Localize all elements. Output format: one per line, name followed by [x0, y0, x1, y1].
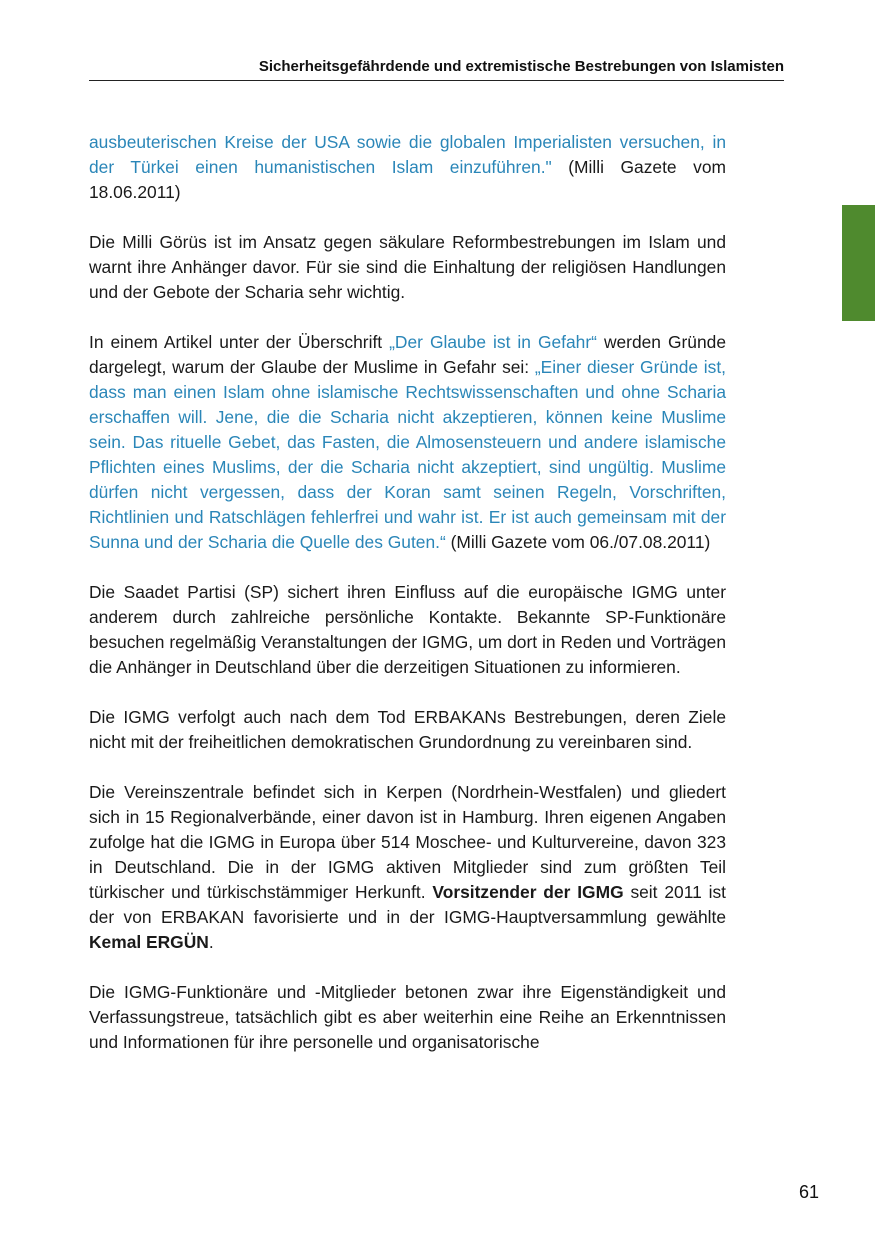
source-citation: (Milli Gazete vom 18.06.2011)	[89, 157, 726, 202]
headline-quote: „Der Glaube ist in Gefahr“	[389, 332, 597, 352]
paragraph-text: Die Vereinszentrale befindet sich in Kerpen (Nordrhein-Westfalen) und gliedert sich in 15 Regionalverbände, einer davon ist in Hamburg. Ihren eigenen Angaben zufolge hat die IGMG in Europa über 514 Moschee- und Kulturvereine, davon 323 in Deutschland. Die in der IGMG aktiven Mitglieder sind zum größten Teil türkischer und türkischstämmiger Herkunft.	[89, 782, 726, 902]
header-rule	[89, 80, 784, 81]
paragraph-5: Die IGMG verfolgt auch nach dem Tod ERBAKANs Bestrebungen, deren Ziele nicht mit der freiheitlichen demokratischen Grundordnung zu vereinbaren sind.	[89, 707, 726, 752]
paragraph-intro: In einem Artikel unter der Überschrift	[89, 332, 390, 352]
bold-name: Kemal ERGÜN	[89, 932, 209, 952]
page-number: 61	[798, 1182, 819, 1202]
quote-text: ausbeuterischen Kreise der USA sowie die globalen Imperialisten versuchen, in der Türkei einen humanistischen Islam einzuführen."	[89, 132, 726, 177]
paragraph-3	[89, 330, 726, 555]
paragraph-6	[89, 780, 726, 955]
source-citation: (Milli Gazete vom 06./07.08.2011)	[445, 532, 711, 552]
chapter-tab-marker	[842, 205, 875, 321]
body-text	[89, 130, 726, 1080]
quote-text: „Einer dieser Gründe ist, dass man einen Islam ohne islamische Rechtswissenschaften und ohne Scharia erschaffen will. Jene, die die Scharia nicht akzeptieren, können keine Muslime sein. Das rituelle Gebet, das Fasten, die Almosensteuern und andere islamische Pflichten eines Muslims, der die Scharia nicht akzeptiert, sind ungültig. Muslime dürfen nicht vergessen, dass der Koran samt seinen Regeln, Vorschriften, Richtlinien und Ratschlägen fehlerfrei und wahr ist. Er ist auch gemeinsam mit der Sunna und der Scharia die Quelle des Guten.“	[89, 357, 726, 552]
paragraph-mid: werden Gründe dargelegt, warum der Glaube der Muslime in Gefahr sei:	[89, 332, 726, 377]
running-header: Sicherheitsgefährdende und extremistische Bestrebungen von Islamisten	[258, 58, 784, 75]
bold-term: Vorsitzender der IGMG	[432, 882, 624, 902]
paragraph-2: Die Milli Görüs ist im Ansatz gegen säkulare Reformbestrebungen im Islam und warnt ihre Anhänger davor. Für sie sind die Einhaltung der religiösen Handlungen und der Gebote der Scharia sehr wichtig.	[89, 232, 726, 302]
paragraph-1	[89, 130, 726, 205]
paragraph-4: Die Saadet Partisi (SP) sichert ihren Einfluss auf die europäische IGMG unter anderem durch zahlreiche persönliche Kontakte. Bekannte SP-Funktionäre besuchen regelmäßig Veranstaltungen der IGMG, um dort in Reden und Vorträgen die Anhänger in Deutschland über die derzeitigen Situationen zu informieren.	[89, 582, 726, 677]
paragraph-text: .	[208, 932, 214, 952]
paragraph-7: Die IGMG-Funktionäre und -Mitglieder betonen zwar ihre Eigenständigkeit und Verfassungstreue, tatsächlich gibt es aber weiterhin eine Reihe an Erkenntnissen und Informationen für ihre personelle und organisatorische	[89, 982, 726, 1052]
paragraph-text: seit 2011 ist der von ERBAKAN favorisierte und in der IGMG-Hauptversammlung gewählte	[89, 882, 726, 927]
